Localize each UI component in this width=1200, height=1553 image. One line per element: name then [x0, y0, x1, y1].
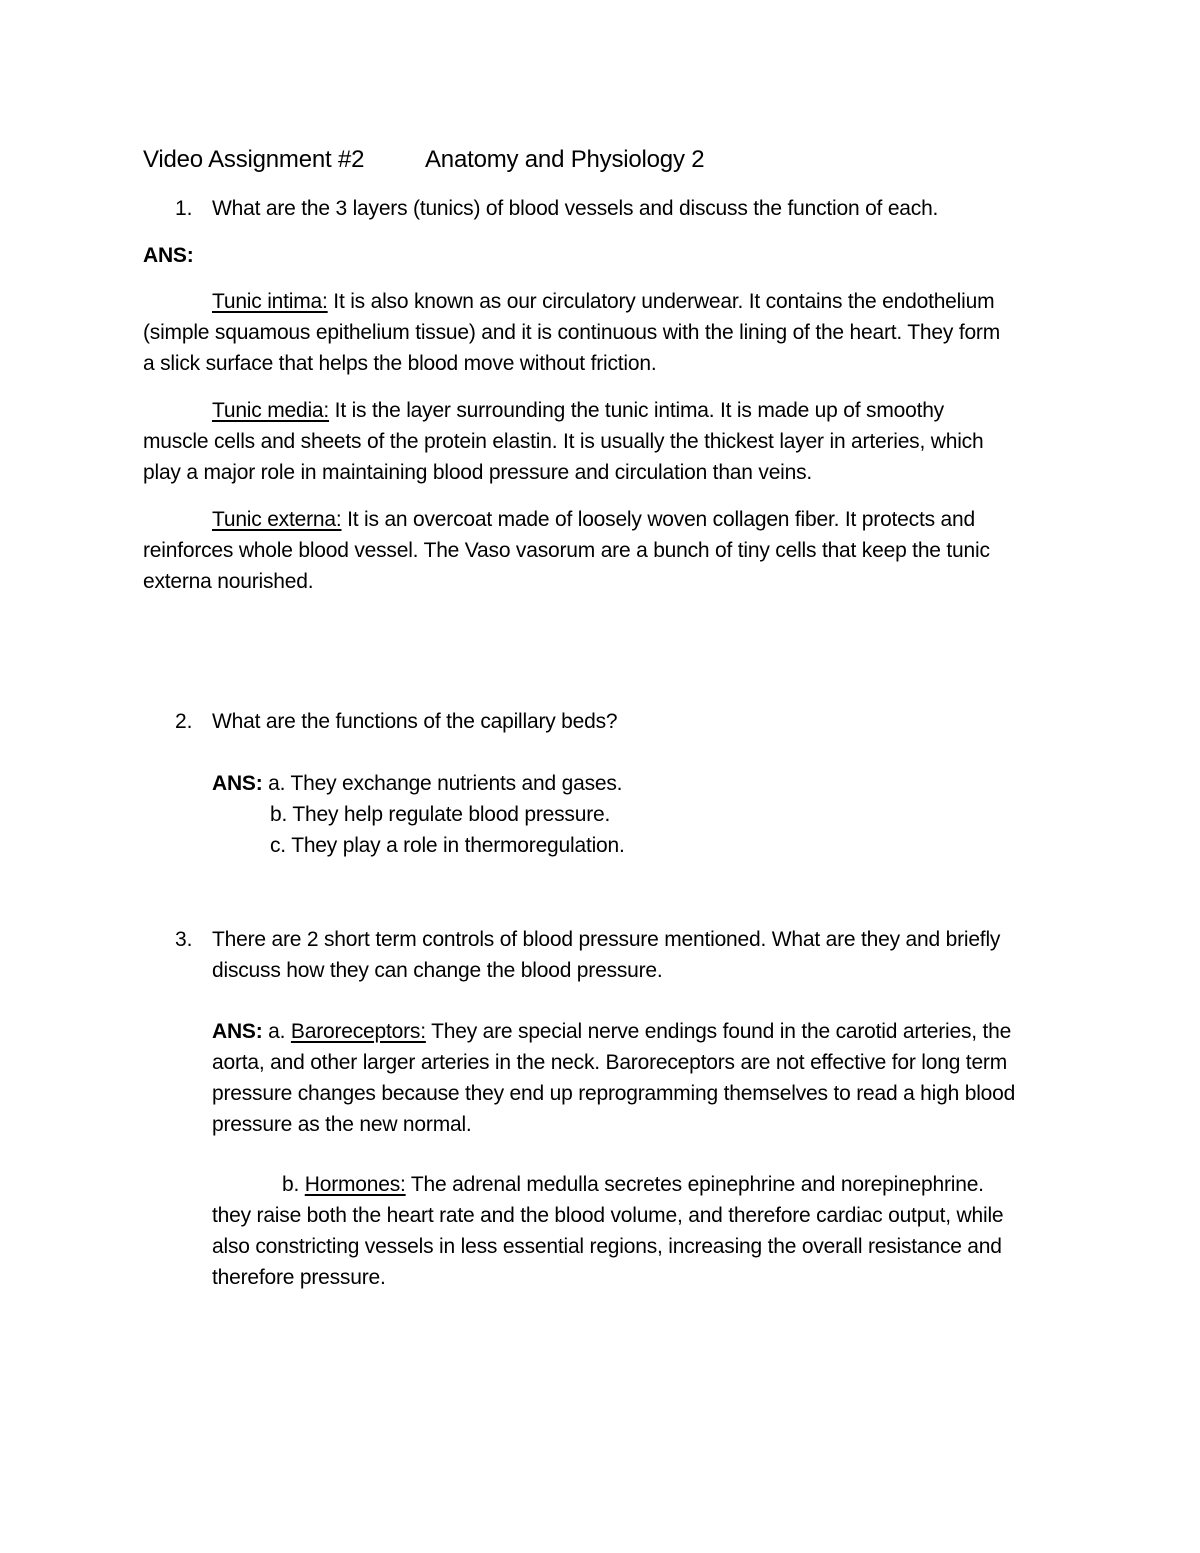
tunic-externa-line-2: reinforces whole blood vessel. The Vaso vasorum are a bunch of tiny cells that keep the tunic	[143, 539, 990, 562]
question-3-number: 3.	[175, 928, 193, 951]
question-1-ans-label: ANS:	[143, 244, 194, 267]
baroreceptors-line-3: pressure changes because they end up reprogramming themselves to read a high blood	[212, 1082, 1016, 1105]
baroreceptors-line-2: aorta, and other larger arteries in the neck. Baroreceptors are not effective for long term	[212, 1051, 1008, 1074]
tunic-media-line-1	[212, 397, 944, 425]
baroreceptors-line-1	[212, 1018, 1011, 1046]
tunic-media-line-2: muscle cells and sheets of the protein elastin. It is usually the thickest layer in arteries, which	[143, 430, 984, 453]
question-3-ans-label: ANS:	[212, 1020, 263, 1043]
question-1-text: What are the 3 layers (tunics) of blood vessels and discuss the function of each.	[212, 197, 939, 220]
question-2-answer-a	[212, 770, 622, 798]
assignment-title: Video Assignment #2	[143, 146, 365, 173]
question-2-answer-c: c. They play a role in thermoregulation.	[270, 834, 625, 857]
course-title: Anatomy and Physiology 2	[425, 146, 705, 173]
tunic-intima-text-1: It is also known as our circulatory underwear. It contains the endothelium	[327, 290, 995, 313]
tunic-media-text-1: It is the layer surrounding the tunic intima. It is made up of smoothy	[329, 399, 944, 422]
question-2-text: What are the functions of the capillary beds?	[212, 710, 618, 733]
tunic-externa-term: Tunic externa:	[212, 508, 342, 531]
tunic-intima-line-2: (simple squamous epithelium tissue) and it is continuous with the lining of the heart. They form	[143, 321, 1001, 344]
answer-a-text: a. They exchange nutrients and gases.	[262, 772, 623, 795]
question-3-text-2: discuss how they can change the blood pressure.	[212, 959, 663, 982]
tunic-intima-line-1	[212, 288, 994, 316]
tunic-externa-text-1: It is an overcoat made of loosely woven collagen fiber. It protects and	[341, 508, 975, 531]
tunic-media-line-3: play a major role in maintaining blood pressure and circulation than veins.	[143, 461, 813, 484]
question-2-number: 2.	[175, 710, 193, 733]
hormones-line-3: also constricting vessels in less essential regions, increasing the overall resistance and	[212, 1235, 1002, 1258]
question-2-answer-b: b. They help regulate blood pressure.	[270, 803, 611, 826]
tunic-externa-line-3: externa nourished.	[143, 570, 314, 593]
baroreceptors-text-1: They are special nerve endings found in the carotid arteries, the	[425, 1020, 1012, 1043]
question-1-number: 1.	[175, 197, 193, 220]
hormones-line-2: they raise both the heart rate and the blood volume, and therefore cardiac output, while	[212, 1204, 1004, 1227]
tunic-intima-line-3: a slick surface that helps the blood move without friction.	[143, 352, 657, 375]
hormones-term: Hormones:	[304, 1173, 406, 1196]
hormones-line-4: therefore pressure.	[212, 1266, 386, 1289]
baroreceptors-prefix: a.	[262, 1020, 291, 1043]
tunic-externa-line-1	[212, 506, 975, 534]
hormones-line-1	[282, 1171, 984, 1199]
question-3-text-1: There are 2 short term controls of blood pressure mentioned. What are they and briefly	[212, 928, 1001, 951]
tunic-media-term: Tunic media:	[212, 399, 330, 422]
question-2-ans-label: ANS:	[212, 772, 263, 795]
baroreceptors-line-4: pressure as the new normal.	[212, 1113, 472, 1136]
tunic-intima-term: Tunic intima:	[212, 290, 328, 313]
hormones-prefix: b.	[282, 1173, 305, 1196]
baroreceptors-term: Baroreceptors:	[290, 1020, 426, 1043]
hormones-text-1: The adrenal medulla secretes epinephrine and norepinephrine.	[405, 1173, 984, 1196]
